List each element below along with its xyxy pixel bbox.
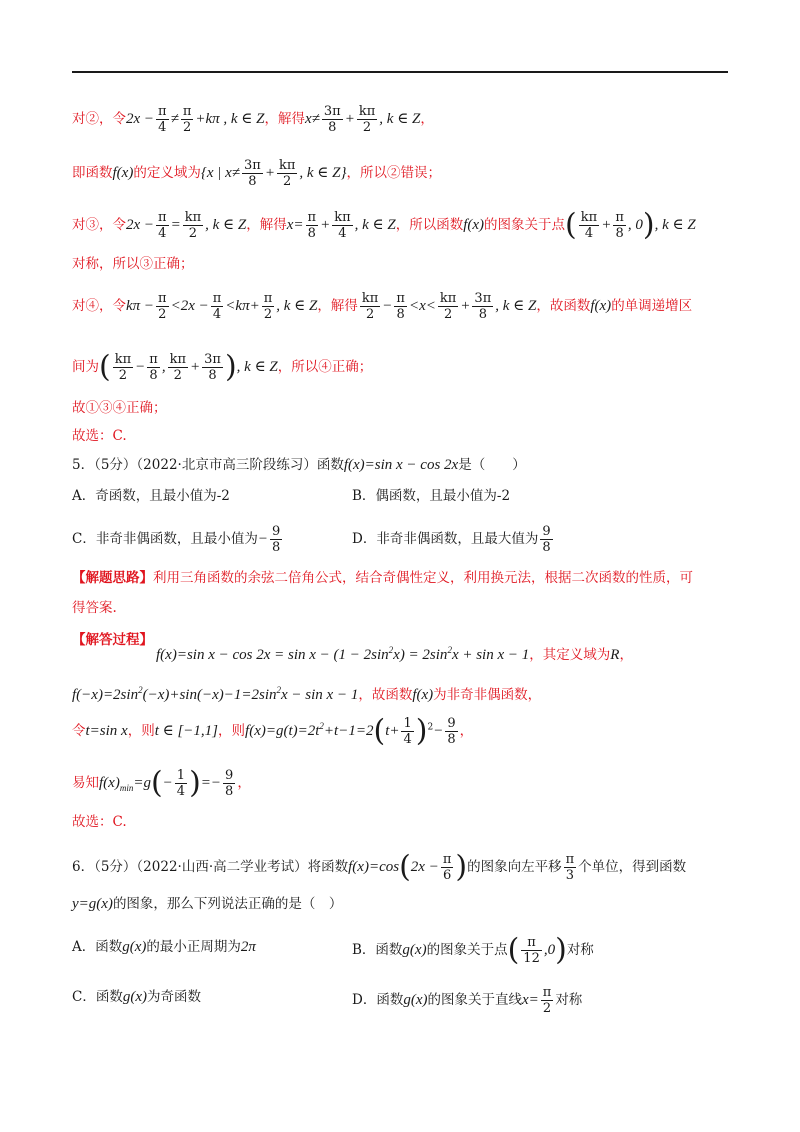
- q6-option-a: A．函数g(x)的最小正周期为2π: [72, 939, 256, 955]
- q5-idea-cont: 得答案.: [72, 600, 117, 616]
- q5-option-b: B．偶函数，且最小值为-2: [352, 488, 511, 504]
- q5-answer: 故选：C.: [72, 814, 127, 830]
- q6-stem: 6．（5分）（2022·山西·高二学业考试）将函数f(x)=cos(2x − $\frac{\pi}{6}$ )的图象向左平移 $\frac{\pi}{3}$ 个单位，得到函数: [72, 849, 687, 885]
- q6-option-d: D．函数g(x)的图象关于直线x= $\frac{\pi}{2}$ 对称: [352, 985, 583, 1016]
- solution-answer: 故选：C.: [72, 428, 127, 444]
- solution-line-3: 对③，令2x − $\frac{\pi}{4}$ = $\frac{k\pi}{2}$ , k ∈ Z，解得x= $\frac{\pi}{8}$ + $\frac{k\pi}{4}$ , k ∈ Z，所以函数f(x)的图象关于点( $\frac{k\pi}{4}$ + $\frac{\pi}{8}$ , 0), k ∈ Z: [72, 207, 696, 243]
- q5-process-line1: f(x)=sin $x - \cos 2x = \sin x - (1 - 2\sin^2x) = 2\sin^2x + \sin x - 1$，其定义域为R，: [156, 645, 633, 663]
- q5-option-c: C．非奇非偶函数，且最小值为− $\frac{9}{8}$: [72, 524, 281, 555]
- solution-line-2: 对②，令2x − $\frac{\pi}{4}$ ≠ $\frac{\pi}{2}$ +kπ , k ∈ Z，解得x≠ $\frac{3\pi}{8}$ + $\frac{k\pi}{2}$ , k ∈ Z，: [72, 104, 434, 135]
- q5-stem: 5．（5分）（2022·北京市高三阶段练习）函数f(x)=sin x − cos 2x是（ ）: [72, 457, 526, 473]
- header-rule: [72, 71, 728, 73]
- q5-process-line4: 易知$f(x)_{min}=g(-$ $\frac{1}{4}$ )=− $\frac{9}{8}$ ，: [72, 765, 251, 801]
- solution-line-4b: 间为( $\frac{k\pi}{2}$ − $\frac{\pi}{8}$ , $\frac{k\pi}{2}$ + $\frac{3\pi}{8}$ ), k ∈ Z，所以④正确；: [72, 349, 373, 385]
- solution-line-4: 对④，令kπ − $\frac{\pi}{2}$ <2x − $\frac{\pi}{4}$ <kπ+ $\frac{\pi}{2}$ , k ∈ Z，解得 $\frac{k\pi}{2}$ − $\frac{\pi}{8}$ <x< $\frac{k\pi}{2}$ + $\frac{3\pi}{8}$ , k ∈ Z，故函数f(x)的单调递增区: [72, 291, 693, 322]
- q5-process-line3: 令t=sin x，则t ∈ [−1,1]，则$f(x)=g(t)=2t^2+t-1=2(t+$ $\frac{1}{4}$ )$^2$− $\frac{9}{8}$ ，: [72, 713, 474, 749]
- q5-option-d: D．非奇非偶函数，且最大值为 $\frac{9}{8}$: [352, 524, 551, 555]
- q6-option-b: B．函数g(x)的图象关于点( $\frac{\pi}{12}$ ,0)对称: [352, 932, 594, 968]
- q5-idea: 【解题思路】利用三角函数的余弦二倍角公式，结合奇偶性定义，利用换元法，根据二次函数的性质，可: [72, 570, 693, 586]
- q6-option-c: C．函数g(x)为奇函数: [72, 989, 201, 1005]
- solution-conclusion: 故①③④正确；: [72, 400, 167, 416]
- solution-line-3b: 对称，所以③正确；: [72, 256, 194, 272]
- solution-domain-line: 即函数f(x)的定义域为{x | x≠ $\frac{3\pi}{8}$ + $\frac{k\pi}{2}$ , k ∈ Z}，所以②错误；: [72, 158, 441, 189]
- q5-option-a: A．奇函数，且最小值为-2: [72, 488, 230, 504]
- q5-process-line2: $f(-x)=2\sin^2(-x)+\sin(-x)-1=2\sin^2x - \sin x - 1$，故函数f(x)为非奇非偶函数，: [72, 685, 542, 703]
- q5-process-tag: 【解答过程】: [72, 632, 153, 648]
- q6-stem-cont: y=g(x)的图象，那么下列说法正确的是（ ）: [72, 896, 343, 912]
